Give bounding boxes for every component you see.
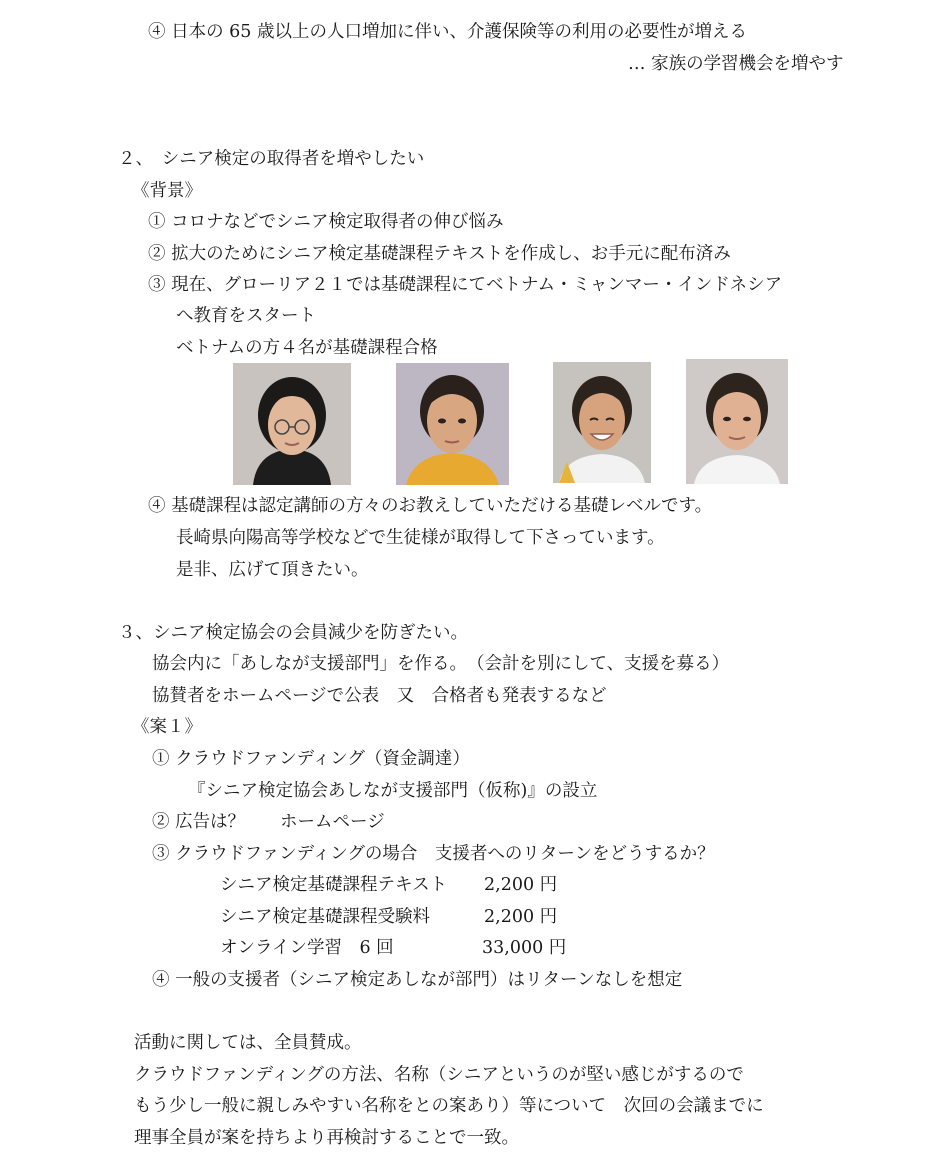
return-name: シニア検定基礎課程受験料: [220, 907, 430, 927]
section-3-plan-item-1-sub: 『シニア検定協会あしなが支援部門（仮称)』の設立: [188, 781, 598, 801]
return-amount: 33,000 円: [482, 938, 567, 958]
section-3-line-1: 協会内に「あしなが支援部門」を作る。 （会計を別にして、支援を募る）: [152, 654, 730, 674]
section-3-plan-item-1: ① クラウドファンディング（資金調達）: [152, 749, 470, 769]
photo-person-4: [686, 359, 788, 484]
section-2-item-4-cont-1: 長崎県向陽高等学校などで生徒様が取得して下さっています。: [176, 528, 665, 548]
return-name: シニア検定基礎課程テキスト: [220, 875, 448, 895]
section-2-item-4: ④ 基礎課程は認定講師の方々のお教えしていただける基礎レベルです。: [148, 496, 713, 516]
conclusion-line-3: もう少し一般に親しみやすい名称をとの案あり）等について 次回の会議までに: [134, 1096, 764, 1116]
section-3-plan-label: 《案１》: [132, 717, 202, 737]
top-item-4: ④ 日本の 65 歳以上の人口増加に伴い、介護保険等の利用の必要性が増える: [148, 22, 747, 42]
section-2-item-1: ① コロナなどでシニア検定取得者の伸び悩み: [148, 212, 504, 232]
conclusion-line-2: クラウドファンディングの方法、名称（シニアというのが堅い感じがするので: [134, 1065, 744, 1085]
conclusion-line-4: 理事全員が案を持ちより再検討することで一致。: [134, 1128, 519, 1148]
return-row: [220, 936, 567, 960]
section-2-item-3: ③ 現在、グローリア２１では基礎課程にてベトナム・ミャンマー・インドネシア: [148, 275, 783, 295]
section-2-item-4-cont-2: 是非、広げて頂きたい。: [176, 560, 369, 580]
section-2-heading: ２、 シニア検定の取得者を増やしたい: [118, 149, 425, 169]
section-2-item-3-cont-2: ベトナムの方４名が基礎課程合格: [176, 338, 438, 358]
section-3-plan-item-4: ④ 一般の支援者（シニア検定あしなが部門）はリターンなしを想定: [152, 970, 683, 990]
photo-person-3: [553, 362, 651, 483]
section-2-background-label: 《背景》: [132, 181, 202, 201]
section-2-item-2: ② 拡大のためにシニア検定基礎課程テキストを作成し、お手元に配布済み: [148, 244, 731, 264]
return-row: [220, 873, 558, 897]
top-item-4-note: … 家族の学習機会を増やす: [628, 54, 844, 74]
section-3-heading: ３、シニア検定協会の会員減少を防ぎたい。: [118, 623, 468, 643]
return-name: オンライン学習 6 回: [220, 938, 394, 958]
section-3-plan-item-3: ③ クラウドファンディングの場合 支援者へのリターンをどうするか？: [152, 844, 715, 864]
photo-person-1: [233, 363, 351, 485]
section-3-plan-item-2: ② 広告は？ ホームページ: [152, 812, 385, 832]
section-3-line-2: 協賛者をホームページで公表 又 合格者も発表するなど: [152, 686, 607, 706]
return-amount: 2,200 円: [484, 875, 558, 895]
return-amount: 2,200 円: [484, 907, 558, 927]
photo-person-2: [396, 363, 509, 485]
return-row: [220, 905, 558, 929]
section-2-item-3-cont-1: へ教育をスタート: [176, 306, 316, 326]
conclusion-line-1: 活動に関しては、全員賛成。: [134, 1033, 362, 1053]
